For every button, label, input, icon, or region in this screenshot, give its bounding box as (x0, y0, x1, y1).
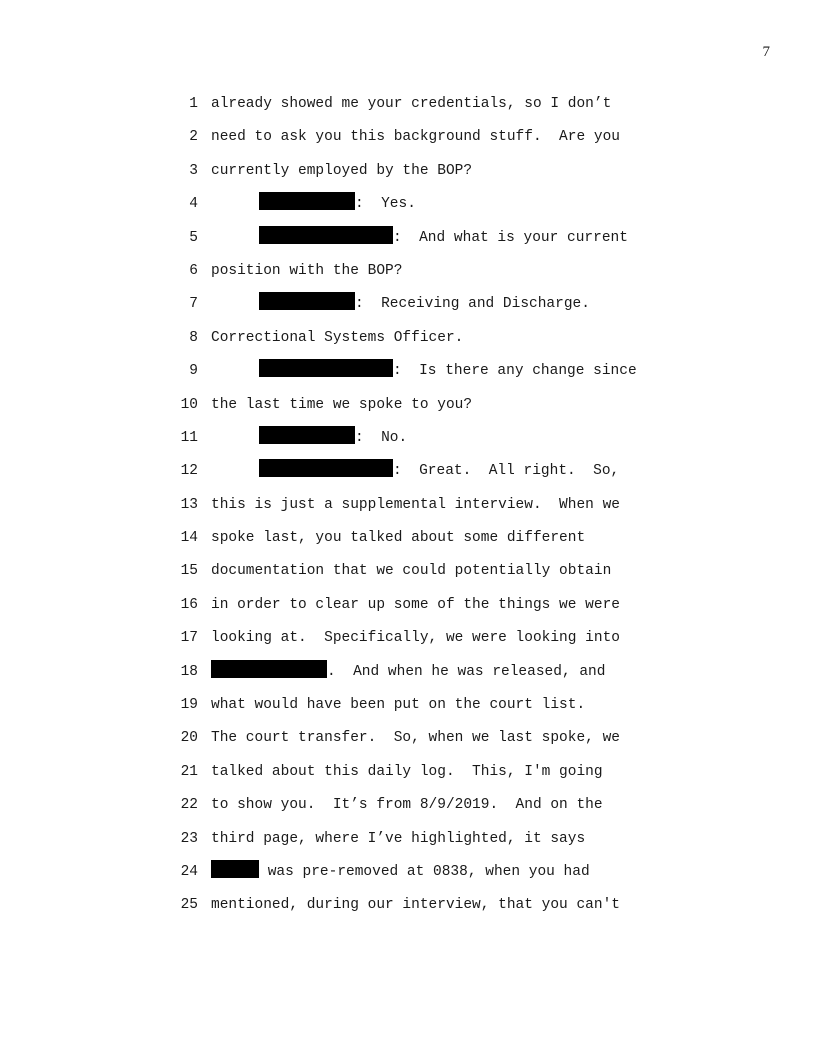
line-text (211, 292, 590, 316)
transcript-line (0, 893, 816, 926)
line-number: 1 (189, 96, 198, 112)
redaction-block (211, 860, 259, 878)
line-content: this is just a supplemental interview. When we (211, 496, 620, 513)
line-number: 5 (189, 229, 198, 246)
line-text (211, 393, 472, 417)
line-number: 19 (180, 697, 198, 714)
redaction-block (259, 459, 393, 477)
redaction-block (259, 292, 355, 310)
page-number: 7 (762, 44, 770, 60)
transcript-line (0, 827, 816, 860)
line-text (211, 192, 416, 216)
line-text (211, 359, 637, 383)
line-text (211, 827, 585, 851)
line-text (211, 726, 620, 750)
line-content: looking at. Specifically, we were looking into (211, 630, 620, 647)
line-number: 9 (189, 363, 198, 380)
transcript-line (0, 92, 816, 125)
transcript-line (0, 292, 816, 325)
line-number: 13 (180, 496, 198, 513)
line-content: : Is there any change since (393, 363, 637, 380)
line-number: 2 (189, 129, 198, 146)
line-text (211, 459, 619, 483)
line-text (211, 159, 472, 183)
line-number: 15 (180, 563, 198, 580)
line-number: 17 (180, 630, 198, 647)
line-number: 22 (180, 797, 198, 814)
line-text (211, 92, 611, 116)
transcript-line (0, 426, 816, 459)
line-number: 12 (180, 463, 198, 480)
line-text (211, 593, 620, 617)
transcript-body (0, 92, 816, 927)
transcript-line (0, 526, 816, 559)
line-number: 8 (189, 329, 198, 346)
redaction-block (259, 426, 355, 444)
transcript-line (0, 226, 816, 259)
line-content: currently employed by the BOP? (211, 162, 473, 179)
line-text (211, 226, 628, 250)
line-content: documentation that we could potentially obtain (211, 563, 612, 580)
line-content: The court transfer. So, when we last spoke, we (211, 730, 620, 747)
line-content: : Receiving and Discharge. (355, 296, 590, 313)
line-text (211, 626, 620, 650)
line-number: 3 (189, 162, 198, 179)
redaction-block (259, 226, 393, 244)
line-text (211, 893, 620, 917)
transcript-line (0, 726, 816, 759)
line-text (211, 125, 620, 149)
line-text (211, 760, 603, 784)
line-content: third page, where I’ve highlighted, it says (211, 830, 586, 847)
line-text (211, 660, 605, 684)
line-text (211, 793, 603, 817)
line-number: 20 (180, 730, 198, 747)
transcript-line (0, 459, 816, 492)
transcript-line (0, 326, 816, 359)
redaction-block (259, 192, 355, 210)
line-content: : Yes. (355, 196, 416, 213)
transcript-line (0, 660, 816, 693)
line-content: : And what is your current (393, 229, 628, 246)
line-content: mentioned, during our interview, that you can't (211, 897, 620, 914)
line-number: 14 (180, 530, 198, 547)
line-content: what would have been put on the court list. (211, 697, 586, 714)
line-number: 21 (180, 763, 198, 780)
transcript-line (0, 125, 816, 158)
transcript-line (0, 259, 816, 292)
line-text (211, 526, 585, 550)
transcript-line (0, 493, 816, 526)
line-number: 24 (180, 863, 198, 880)
line-number: 16 (180, 596, 198, 613)
line-text (211, 559, 611, 583)
line-content: in order to clear up some of the things we were (211, 596, 620, 613)
transcript-line (0, 393, 816, 426)
line-content: was pre-removed at 0838, when you had (259, 863, 590, 880)
transcript-line (0, 760, 816, 793)
line-content: need to ask you this background stuff. Are you (211, 129, 620, 146)
line-text (211, 259, 402, 283)
line-number: 6 (189, 262, 198, 279)
line-content: talked about this daily log. This, I'm going (211, 763, 603, 780)
line-content: Correctional Systems Officer. (211, 329, 464, 346)
line-text (211, 693, 585, 717)
transcript-line (0, 159, 816, 192)
line-number: 11 (180, 429, 198, 446)
transcript-line (0, 559, 816, 592)
line-number: 4 (189, 196, 198, 213)
line-number: 7 (189, 296, 198, 313)
transcript-line (0, 860, 816, 893)
transcript-line (0, 593, 816, 626)
line-text (211, 426, 407, 450)
line-number: 25 (180, 897, 198, 914)
line-text (211, 326, 463, 350)
transcript-line (0, 626, 816, 659)
line-content: position with the BOP? (211, 262, 403, 279)
transcript-line (0, 793, 816, 826)
line-number: 18 (180, 663, 198, 680)
line-content: the last time we spoke to you? (211, 396, 473, 413)
line-text (211, 860, 590, 884)
line-number: 23 (180, 830, 198, 847)
line-content: spoke last, you talked about some different (211, 530, 586, 547)
line-content: already showed me your credentials, so I don’t (211, 96, 612, 112)
line-content: : No. (355, 429, 408, 446)
line-number: 10 (180, 396, 198, 413)
transcript-line (0, 359, 816, 392)
line-content: to show you. It’s from 8/9/2019. And on the (211, 797, 603, 814)
line-content: . And when he was released, and (327, 663, 606, 680)
line-text (211, 493, 620, 517)
transcript-line (0, 192, 816, 225)
redaction-block (211, 660, 327, 678)
transcript-line (0, 693, 816, 726)
redaction-block (259, 359, 393, 377)
line-content: : Great. All right. So, (393, 463, 620, 480)
